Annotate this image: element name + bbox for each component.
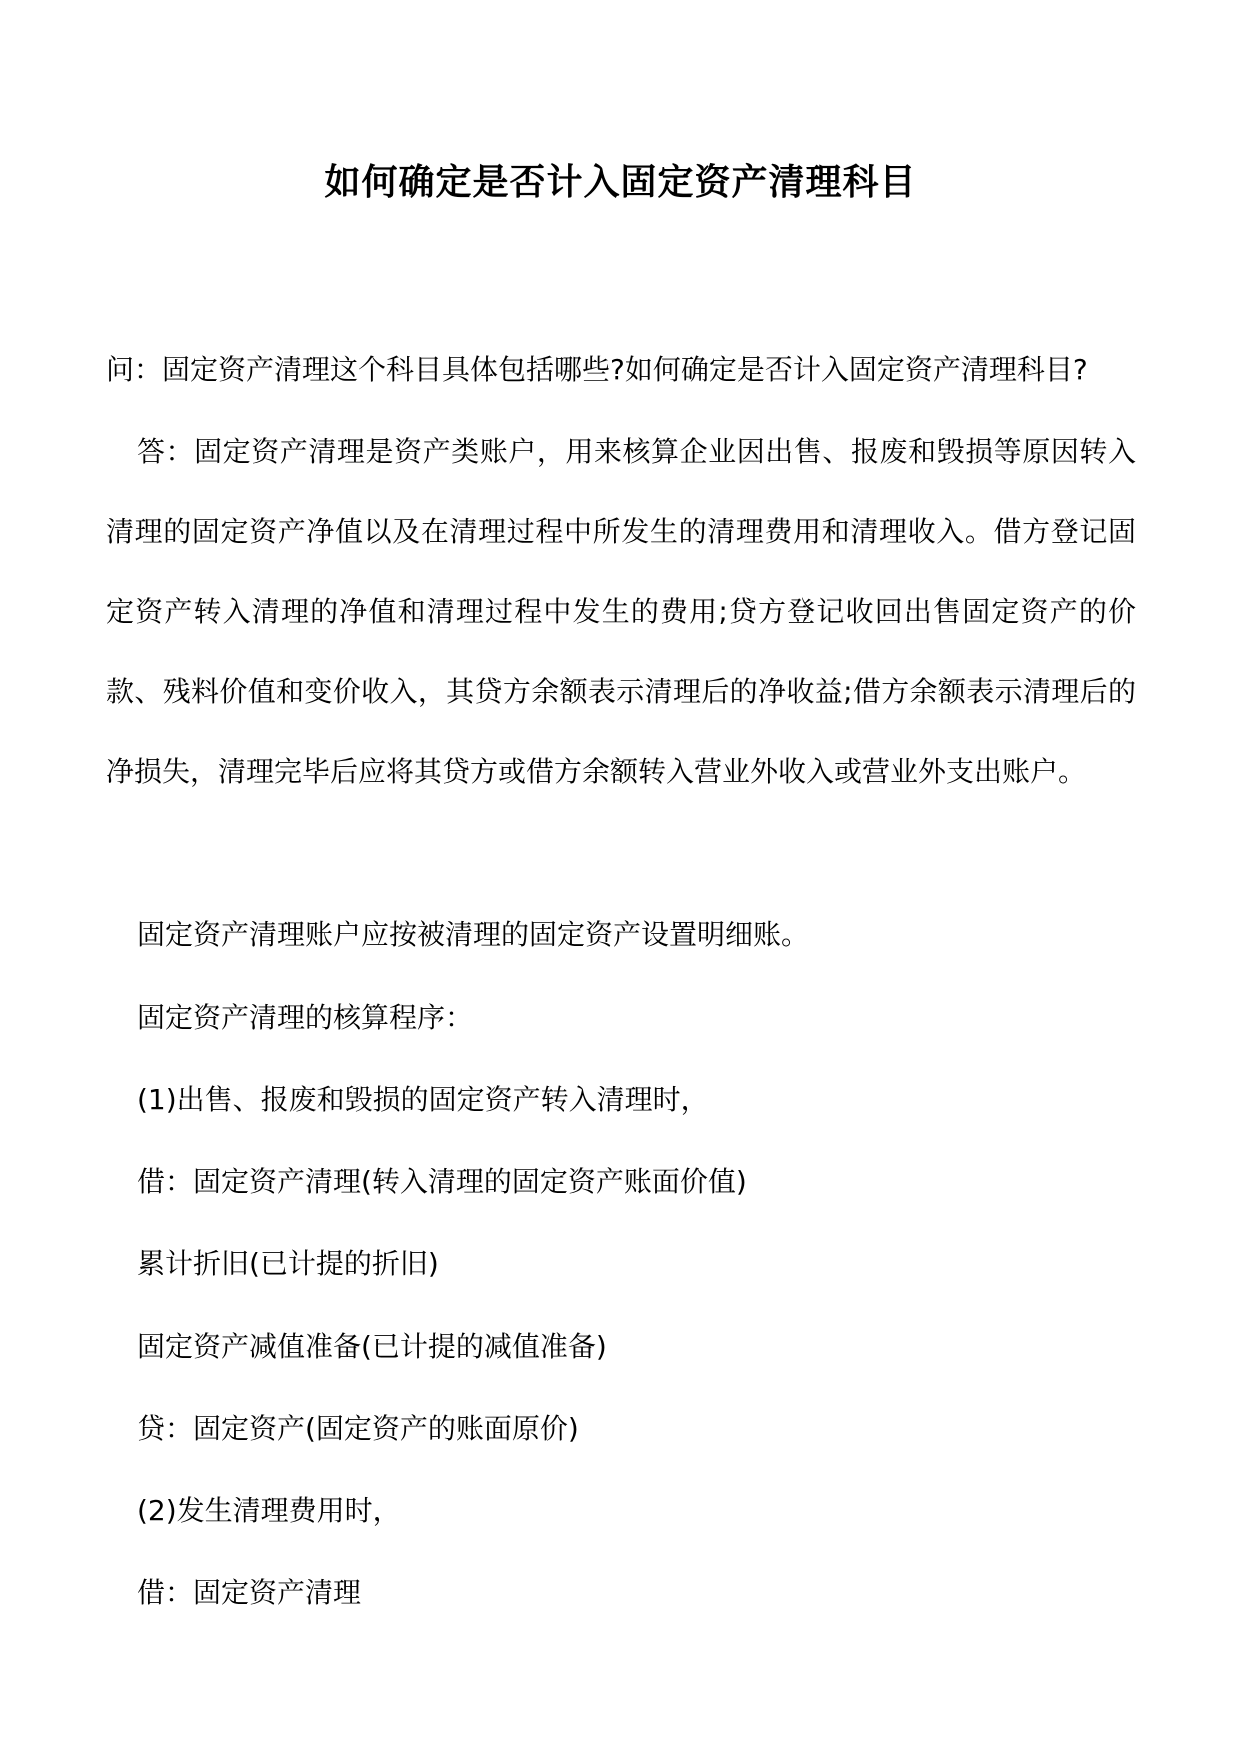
answer-paragraph: 答：固定资产清理是资产类账户，用来核算企业因出售、报废和毁损等原因转入清理的固定资产净值以及在清理过程中所发生的清理费用和清理收入。借方登记固定资产转入清理的净值和清理过程中发生的费用;贷方登记收回出售固定资产的价款、残料价值和变价收入，其贷方余额表示清理后的净收益;借方余额表示清理后的净损失，清理完毕后应将其贷方或借方余额转入营业外收入或营业外支出账户。 [106, 435, 1136, 788]
paragraph-debit-entry: 借：固定资产清理(转入清理的固定资产账面价值) [137, 1165, 747, 1198]
paragraph-step-1: (1)出售、报废和毁损的固定资产转入清理时， [137, 1083, 709, 1116]
document-title: 如何确定是否计入固定资产清理科目 [324, 161, 917, 203]
paragraph-impairment-entry: 固定资产减值准备(已计提的减值准备) [137, 1330, 607, 1363]
question-paragraph: 问：固定资产清理这个科目具体包括哪些?如何确定是否计入固定资产清理科目? [106, 353, 1088, 386]
paragraph-step-2: (2)发生清理费用时， [137, 1494, 401, 1527]
paragraph-depreciation-entry: 累计折旧(已计提的折旧) [137, 1247, 439, 1280]
paragraph-procedure-heading: 固定资产清理的核算程序： [137, 1001, 474, 1034]
paragraph-debit-entry-2: 借：固定资产清理 [137, 1576, 362, 1609]
paragraph-ledger-note: 固定资产清理账户应按被清理的固定资产设置明细账。 [137, 918, 810, 951]
paragraph-credit-entry: 贷：固定资产(固定资产的账面原价) [137, 1412, 579, 1445]
